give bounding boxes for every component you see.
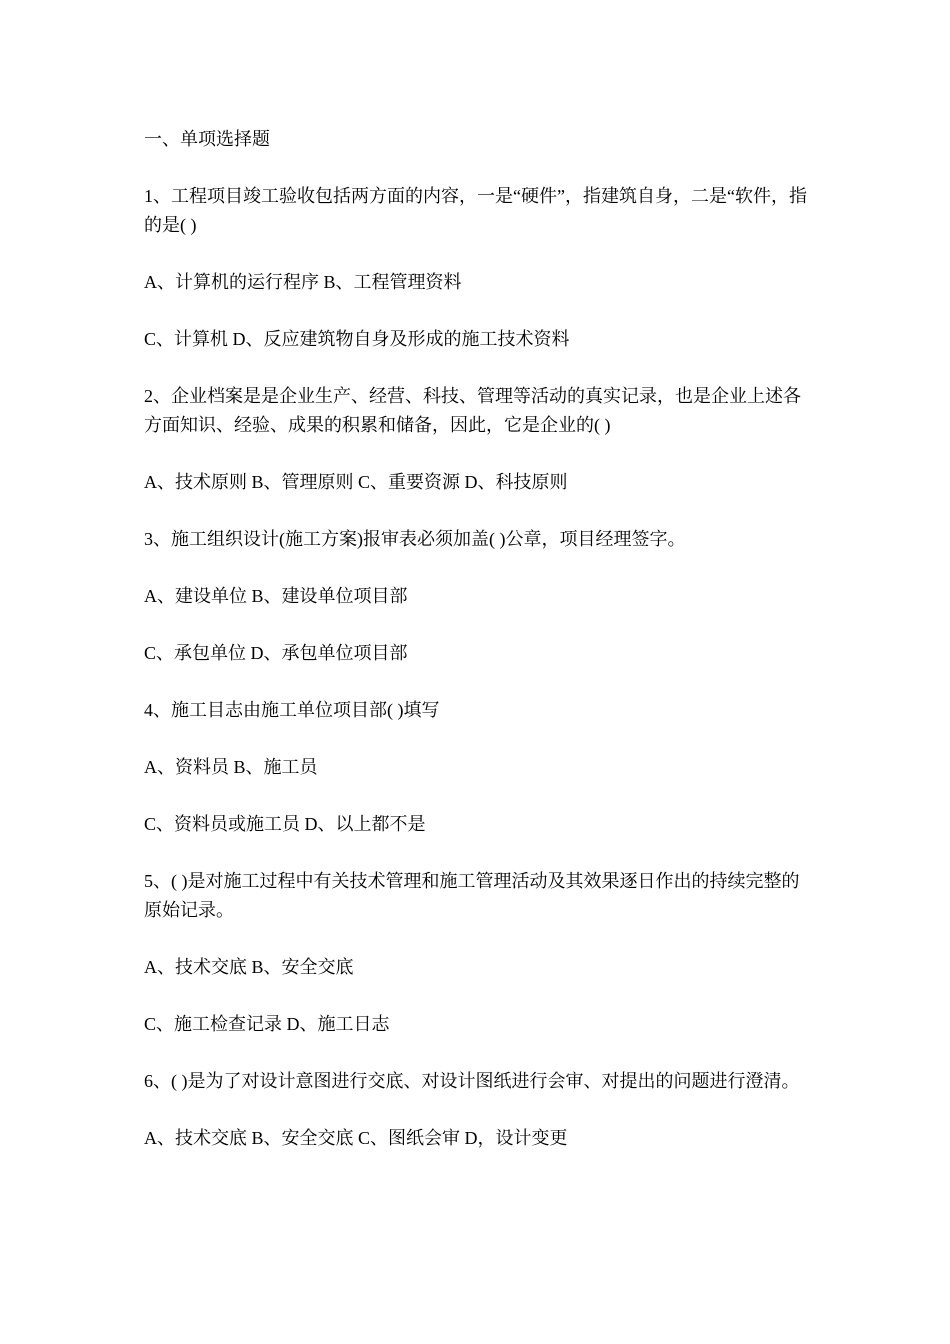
question-3-options-cd: C、承包单位 D、承包单位项目部 <box>144 643 408 663</box>
question-4-options-ab: A、资料员 B、施工员 <box>144 757 318 777</box>
question-1: 1、工程项目竣工验收包括两方面的内容，一是“硬件”，指建筑自身，二是“软件，指的是( ) <box>144 186 807 235</box>
question-5: 5、( )是对施工过程中有关技术管理和施工管理活动及其效果逐日作出的持续完整的原始记录。 <box>144 871 800 920</box>
question-1-options-ab: A、计算机的运行程序 B、工程管理资料 <box>144 272 462 292</box>
question-4: 4、施工目志由施工单位项目部( )填写 <box>144 700 440 720</box>
question-5-options-ab: A、技术交底 B、安全交底 <box>144 957 354 977</box>
question-3-options-ab: A、建设单位 B、建设单位项目部 <box>144 586 408 606</box>
question-1-options-cd: C、计算机 D、反应建筑物自身及形成的施工技术资料 <box>144 329 570 349</box>
question-4-options-cd: C、资料员或施工员 D、以上都不是 <box>144 814 426 834</box>
question-6-options: A、技术交底 B、安全交底 C、图纸会审 D，设计变更 <box>144 1128 568 1148</box>
question-2: 2、企业档案是是企业生产、经营、科技、管理等活动的真实记录，也是企业上述各方面知识、经验、成果的积累和储备，因此，它是企业的( ) <box>144 386 801 435</box>
question-6: 6、( )是为了对设计意图进行交底、对设计图纸进行会审、对提出的问题进行澄清。 <box>144 1071 800 1091</box>
document-page <box>144 125 810 1181</box>
question-3: 3、施工组织设计(施工方案)报审表必须加盖( )公章，项目经理签字。 <box>144 529 686 549</box>
section-title: 一、单项选择题 <box>144 129 270 149</box>
question-5-options-cd: C、施工检查记录 D、施工日志 <box>144 1014 390 1034</box>
question-2-options: A、技术原则 B、管理原则 C、重要资源 D、科技原则 <box>144 472 568 492</box>
